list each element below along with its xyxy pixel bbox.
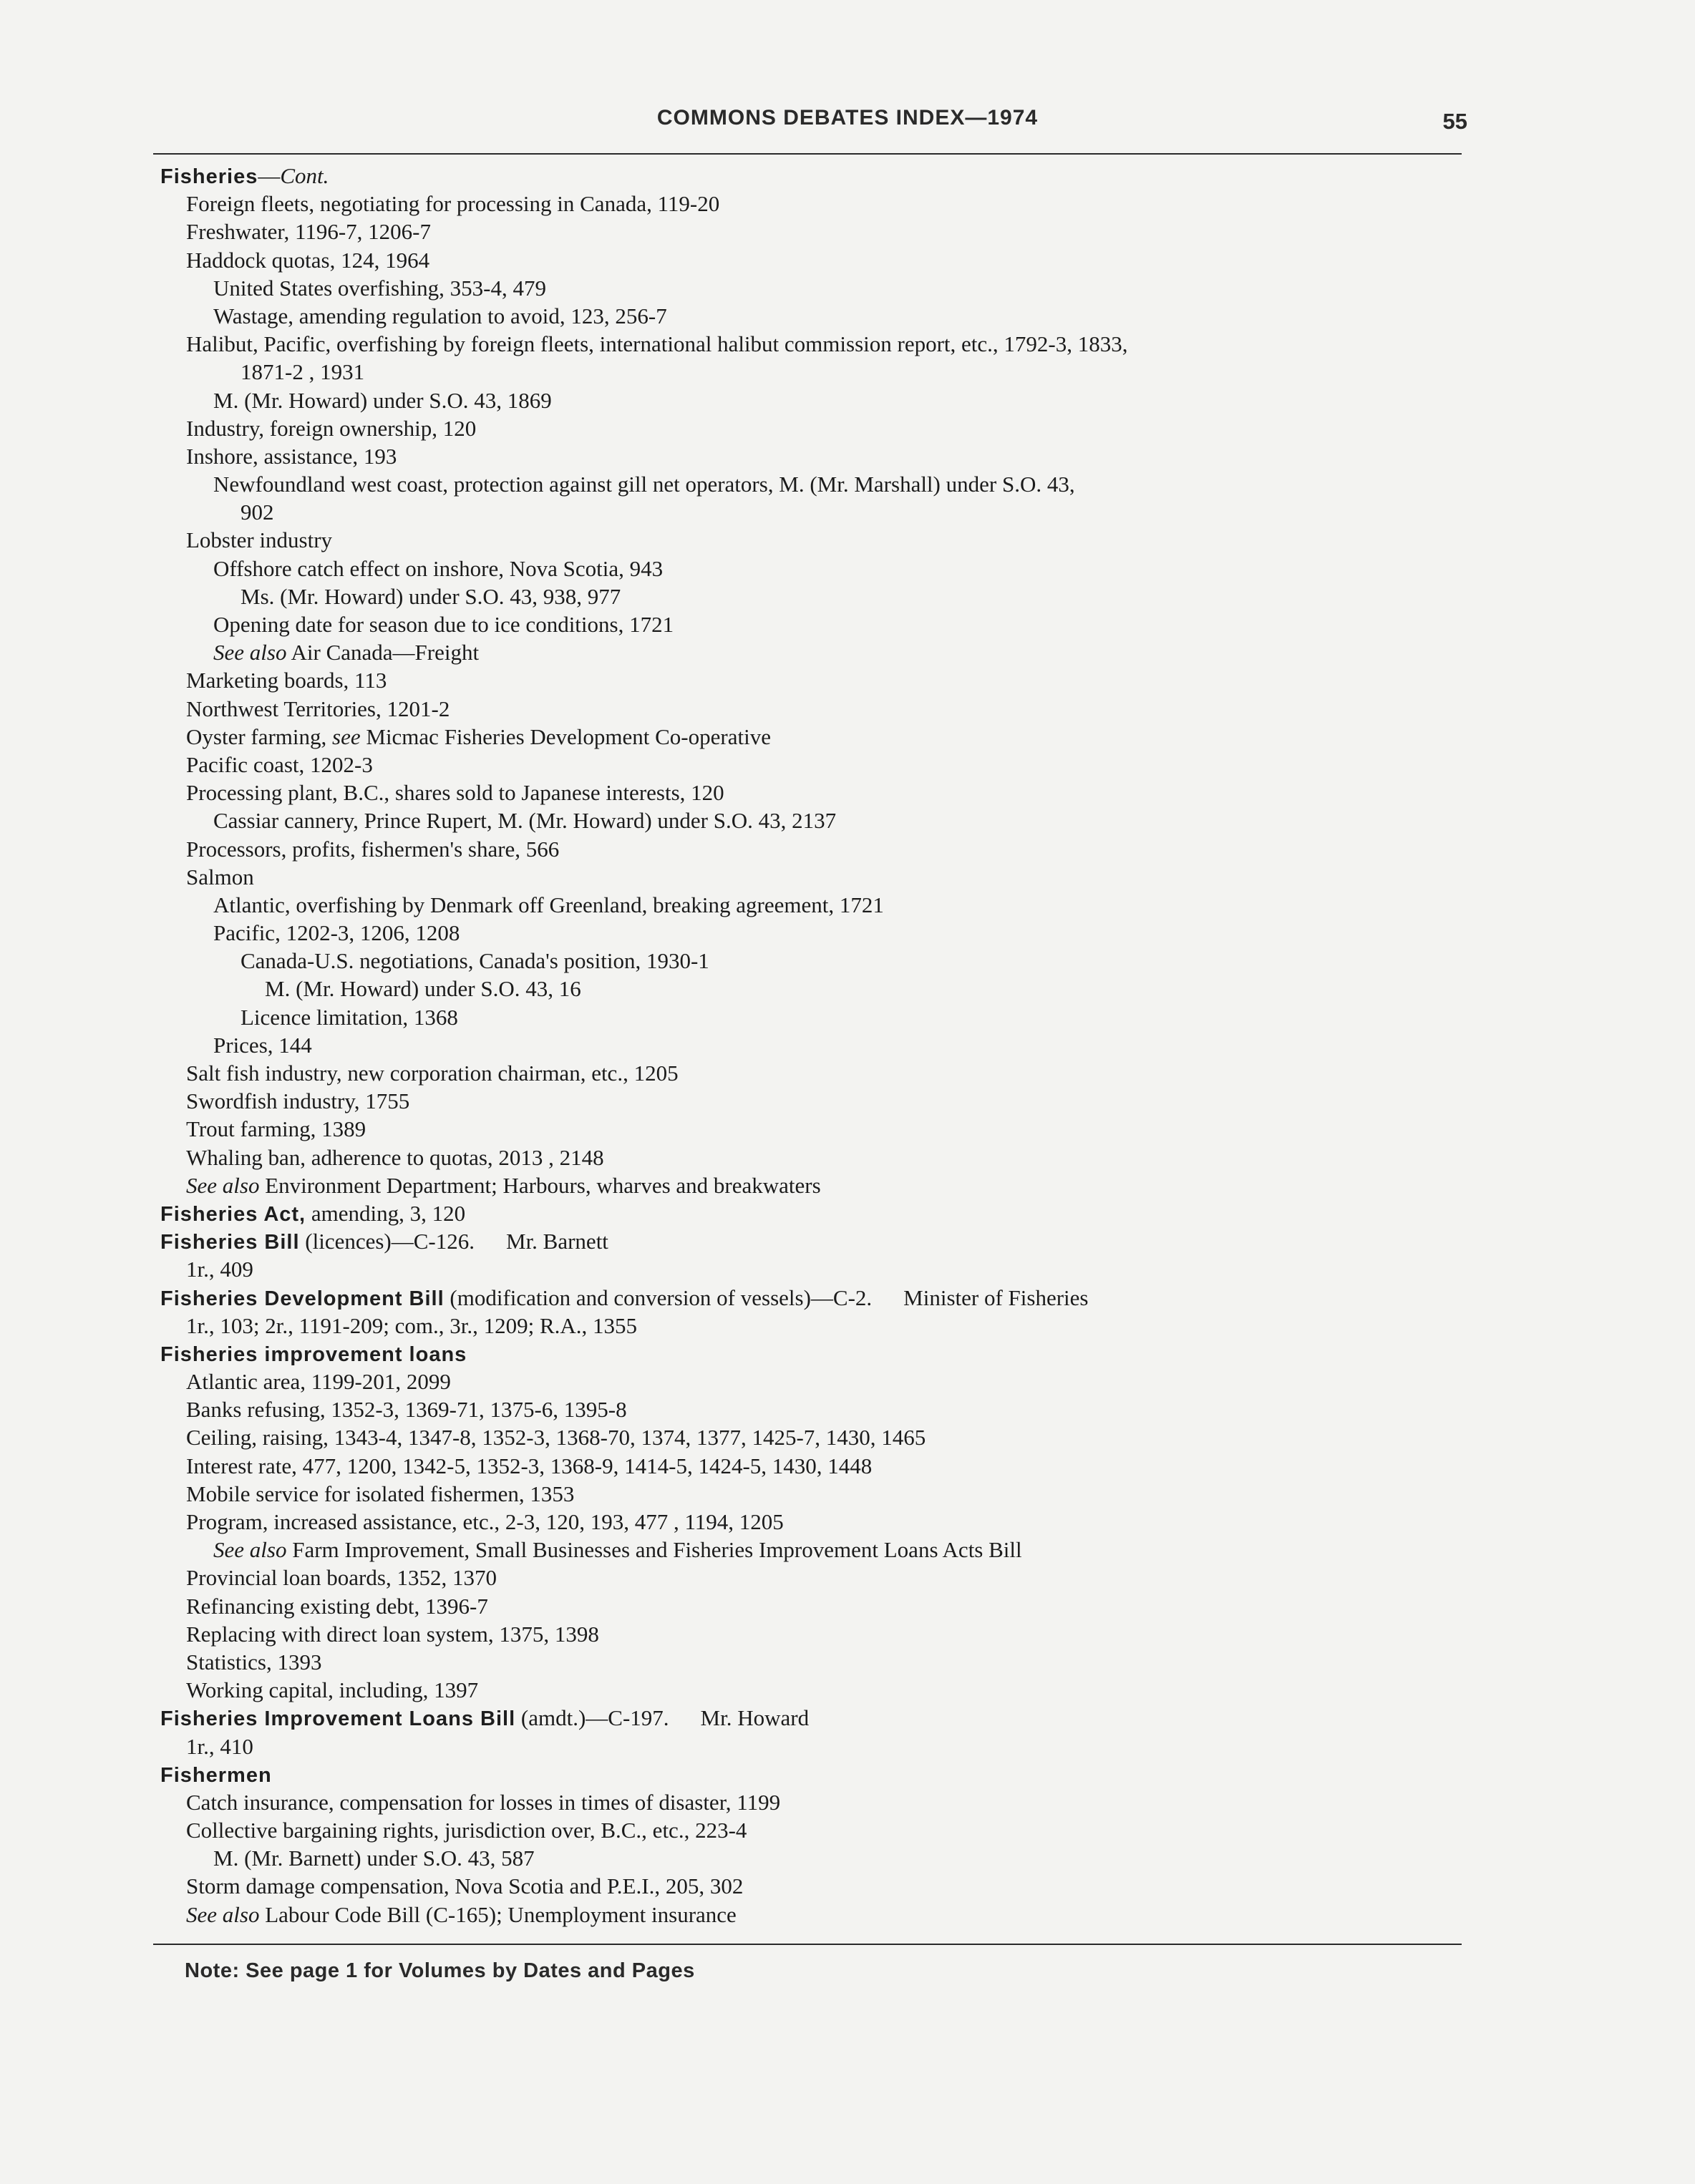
- index-entry-line: [160, 1171, 1470, 1199]
- entry-text: United States overfishing, 353-4, 479: [213, 275, 546, 301]
- index-entry-line: [160, 1676, 1470, 1704]
- entry-text: Ms. (Mr. Howard) under S.O. 43, 938, 977: [241, 583, 621, 609]
- index-entry-line: [160, 806, 1470, 834]
- entry-text: —: [258, 163, 281, 188]
- bill-sponsor: Mr. Howard: [700, 1705, 810, 1731]
- index-entry-line: [160, 1901, 1470, 1929]
- entry-text: Refinancing existing debt, 1396-7: [186, 1593, 488, 1619]
- entry-text: M. (Mr. Howard) under S.O. 43, 16: [265, 976, 581, 1002]
- entry-text: Canada-U.S. negotiations, Canada's position, 1930-1: [241, 948, 709, 974]
- entry-text: Banks refusing, 1352-3, 1369-71, 1375-6, 1395-8: [186, 1397, 627, 1423]
- entry-text: Processors, profits, fishermen's share, 566: [186, 836, 560, 862]
- entry-text-continued: Micmac Fisheries Development Co-operative: [360, 723, 771, 749]
- entry-text: 1r., 103; 2r., 1191-209; com., 3r., 1209; R.A., 1355: [186, 1312, 638, 1338]
- index-heading-line: [160, 1227, 1470, 1255]
- header-rule: [153, 153, 1462, 155]
- entry-text: Foreign fleets, negotiating for processing in Canada, 119-20: [186, 191, 720, 217]
- index-entry-line: [160, 1508, 1470, 1536]
- entry-heading: Fisheries Act,: [160, 1202, 306, 1226]
- entry-text: Farm Improvement, Small Businesses and Fisheries Improvement Loans Acts Bill: [286, 1537, 1022, 1563]
- entry-text: Trout farming, 1389: [186, 1116, 366, 1142]
- index-entry-line: [160, 1816, 1470, 1844]
- index-entry-line: [160, 470, 1470, 498]
- index-entry-line: [160, 1312, 1470, 1340]
- index-entry-line: [160, 1452, 1470, 1480]
- running-title: COMMONS DEBATES INDEX—1974: [656, 106, 1039, 130]
- cross-reference-label: See also: [213, 1537, 287, 1563]
- index-entry-line: [160, 582, 1470, 610]
- index-entry-line: [160, 386, 1470, 414]
- index-entry-line: [160, 835, 1470, 863]
- entry-text: Northwest Territories, 1201-2: [186, 696, 450, 721]
- entry-heading: Fisheries Bill: [160, 1231, 300, 1254]
- index-heading-line: [160, 162, 1470, 190]
- index-entry-line: [160, 610, 1470, 638]
- entry-text: Opening date for season due to ice conditions, 1721: [213, 612, 674, 637]
- footer-note: Note: See page 1 for Volumes by Dates and Pages: [185, 1959, 695, 1982]
- entry-heading: Fisheries improvement loans: [160, 1342, 467, 1366]
- entry-text: Wastage, amending regulation to avoid, 123, 256-7: [213, 303, 667, 328]
- cross-reference-label: See also: [186, 1172, 260, 1198]
- entry-text: Swordfish industry, 1755: [186, 1088, 410, 1114]
- entry-text: (licences)—C-126.: [299, 1229, 475, 1254]
- entry-heading: Fisheries Development Bill: [160, 1287, 445, 1310]
- entry-text: Ceiling, raising, 1343-4, 1347-8, 1352-3, 1368-70, 1374, 1377, 1425-7, 1430, 1465: [186, 1425, 926, 1451]
- index-entry-line: [160, 1536, 1470, 1564]
- index-entry-line: [160, 723, 1470, 751]
- entry-text: Storm damage compensation, Nova Scotia and P.E.I., 205, 302: [186, 1873, 744, 1899]
- index-entry-line: [160, 666, 1470, 694]
- index-entries: [160, 162, 1470, 1929]
- index-entry-line: [160, 358, 1470, 386]
- index-entry-line: [160, 751, 1470, 779]
- entry-text: Program, increased assistance, etc., 2-3, 120, 193, 477 , 1194, 1205: [186, 1509, 784, 1534]
- index-entry-line: [160, 919, 1470, 947]
- index-entry-line: [160, 1059, 1470, 1087]
- entry-text: Processing plant, B.C., shares sold to Japanese interests, 120: [186, 780, 724, 806]
- entry-text: Prices, 144: [213, 1032, 312, 1058]
- entry-text: Lobster industry: [186, 527, 333, 553]
- entry-text: Atlantic area, 1199-201, 2099: [186, 1369, 451, 1395]
- index-heading-line: [160, 1340, 1470, 1368]
- index-entry-line: [160, 695, 1470, 723]
- entry-text: Working capital, including, 1397: [186, 1677, 479, 1703]
- entry-text: Inshore, assistance, 193: [186, 443, 397, 469]
- entry-text: Offshore catch effect on inshore, Nova Scotia, 943: [213, 555, 664, 581]
- index-entry-line: [160, 1648, 1470, 1676]
- index-entry-line: [160, 190, 1470, 218]
- index-entry-line: [160, 1115, 1470, 1143]
- entry-text: Interest rate, 477, 1200, 1342-5, 1352-3, 1368-9, 1414-5, 1424-5, 1430, 1448: [186, 1453, 873, 1478]
- entry-text: Statistics, 1393: [186, 1649, 322, 1674]
- entry-text: Air Canada—Freight: [286, 640, 480, 666]
- cross-reference-label: See also: [186, 1901, 260, 1927]
- entry-italic: Cont.: [280, 163, 329, 188]
- entry-text: Industry, foreign ownership, 120: [186, 415, 477, 441]
- entry-text: M. (Mr. Howard) under S.O. 43, 1869: [213, 387, 552, 413]
- index-entry-line: [160, 1620, 1470, 1648]
- entry-text: Salmon: [186, 864, 254, 889]
- index-entry-line: [160, 1144, 1470, 1171]
- cross-reference-label: See also: [213, 640, 287, 666]
- index-entry-line: [160, 975, 1470, 1003]
- entry-text: 902: [241, 499, 274, 525]
- index-entry-line: [160, 1872, 1470, 1900]
- entry-text: Labour Code Bill (C-165); Unemployment insurance: [259, 1901, 737, 1927]
- entry-text: Replacing with direct loan system, 1375, 1398: [186, 1621, 599, 1647]
- index-entry-line: [160, 1732, 1470, 1760]
- entry-text: Halibut, Pacific, overfishing by foreign fleets, international halibut commission report, etc., 1792-3, 1833,: [186, 331, 1128, 357]
- page-number: 55: [1442, 109, 1467, 134]
- index-heading-line: [160, 1704, 1470, 1732]
- index-entry-line: [160, 891, 1470, 919]
- index-entry-line: [160, 414, 1470, 442]
- entry-italic: see: [332, 723, 361, 749]
- entry-text: Atlantic, overfishing by Denmark off Greenland, breaking agreement, 1721: [213, 892, 884, 917]
- index-entry-line: [160, 638, 1470, 666]
- entry-text: Pacific, 1202-3, 1206, 1208: [213, 920, 460, 946]
- entry-heading: Fisheries Improvement Loans Bill: [160, 1707, 516, 1731]
- index-entry-line: [160, 1255, 1470, 1283]
- footer-rule: [153, 1944, 1462, 1945]
- entry-text: Catch insurance, compensation for losses in times of disaster, 1199: [186, 1789, 781, 1815]
- index-entry-line: [160, 498, 1470, 526]
- index-entry-line: [160, 1003, 1470, 1031]
- entry-text: 1r., 409: [186, 1257, 253, 1282]
- index-heading-line: [160, 1284, 1470, 1312]
- index-entry-line: [160, 1592, 1470, 1620]
- entry-text: amending, 3, 120: [306, 1200, 466, 1226]
- entry-text: Salt fish industry, new corporation chairman, etc., 1205: [186, 1061, 679, 1086]
- index-entry-line: [160, 863, 1470, 891]
- index-entry-line: [160, 1564, 1470, 1591]
- index-entry-line: [160, 302, 1470, 330]
- index-entry-line: [160, 218, 1470, 245]
- bill-sponsor: Mr. Barnett: [506, 1229, 608, 1254]
- entry-text: 1871-2 , 1931: [241, 359, 365, 385]
- entry-text: Freshwater, 1196-7, 1206-7: [186, 219, 431, 245]
- entry-heading: Fishermen: [160, 1763, 272, 1787]
- index-entry-line: [160, 1788, 1470, 1816]
- index-entry-line: [160, 1844, 1470, 1872]
- entry-text: 1r., 410: [186, 1733, 253, 1759]
- entry-text: M. (Mr. Barnett) under S.O. 43, 587: [213, 1846, 535, 1871]
- entry-text: Collective bargaining rights, jurisdiction over, B.C., etc., 223-4: [186, 1818, 747, 1843]
- index-entry-line: [160, 274, 1470, 302]
- entry-text: (modification and conversion of vessels)—C-2.: [444, 1284, 873, 1310]
- entry-text: Cassiar cannery, Prince Rupert, M. (Mr. Howard) under S.O. 43, 2137: [213, 808, 837, 834]
- index-entry-line: [160, 947, 1470, 975]
- index-entry-line: [160, 1423, 1470, 1451]
- entry-text: Mobile service for isolated fishermen, 1353: [186, 1481, 575, 1506]
- entry-text: Environment Department; Harbours, wharves and breakwaters: [259, 1172, 821, 1198]
- entry-text: Whaling ban, adherence to quotas, 2013 , 2148: [186, 1144, 604, 1170]
- entry-text: Provincial loan boards, 1352, 1370: [186, 1565, 497, 1591]
- index-entry-line: [160, 1087, 1470, 1115]
- entry-text: Newfoundland west coast, protection against gill net operators, M. (Mr. Marshall) under S.O. 43,: [213, 472, 1075, 497]
- index-entry-line: [160, 1368, 1470, 1395]
- entry-text: Oyster farming,: [186, 723, 333, 749]
- index-entry-line: [160, 526, 1470, 554]
- index-entry-line: [160, 246, 1470, 274]
- index-entry-line: [160, 555, 1470, 582]
- index-entry-line: [160, 1395, 1470, 1423]
- index-entry-line: [160, 442, 1470, 470]
- entry-text: Pacific coast, 1202-3: [186, 751, 373, 777]
- entry-text: Licence limitation, 1368: [241, 1004, 458, 1030]
- entry-text: (amdt.)—C-197.: [515, 1705, 669, 1731]
- entry-text: Haddock quotas, 124, 1964: [186, 247, 430, 273]
- index-entry-line: [160, 1031, 1470, 1059]
- entry-heading: Fisheries: [160, 165, 258, 188]
- entry-text: Marketing boards, 113: [186, 668, 387, 693]
- index-heading-line: [160, 1199, 1470, 1227]
- bill-sponsor: Minister of Fisheries: [903, 1284, 1089, 1310]
- index-entry-line: [160, 330, 1470, 358]
- index-entry-line: [160, 779, 1470, 806]
- index-heading-line: [160, 1760, 1470, 1788]
- index-entry-line: [160, 1480, 1470, 1508]
